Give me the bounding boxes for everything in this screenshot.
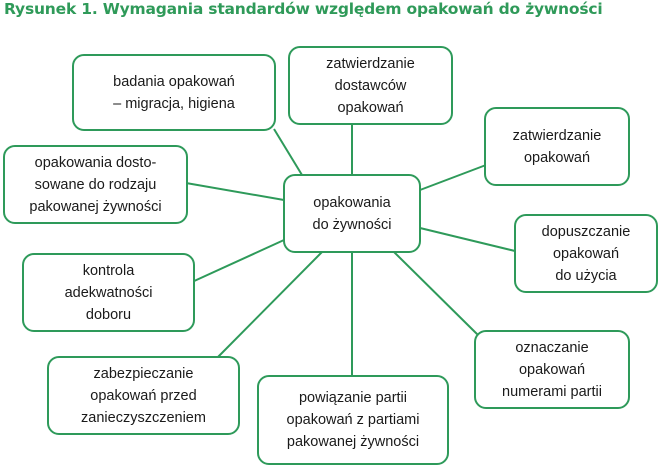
node-zatwierdzanie-opakowan (484, 107, 630, 186)
node-opakowania-dostosowane (3, 145, 188, 224)
node-label: kontrola adekwatności doboru (64, 262, 153, 323)
connector-oznaczanie (394, 252, 478, 335)
node-oznaczanie (474, 330, 630, 409)
figure-title: Rysunek 1. Wymagania standardów względem opakowań do żywności (4, 0, 603, 18)
connector-badania (274, 129, 302, 175)
node-label: zabezpieczanie opakowań przed zanieczyszczeniem (81, 365, 206, 426)
node-zatwierdzanie-dostawcow (288, 46, 453, 125)
node-label: zatwierdzanie dostawców opakowań (326, 55, 415, 116)
node-label: badania opakowań – migracja, higiena (113, 73, 235, 112)
center-node (283, 174, 421, 253)
connector-dostosowane (186, 183, 284, 200)
node-label: oznaczanie opakowań numerami partii (502, 339, 602, 400)
node-badania-opakowan (72, 54, 276, 131)
node-dopuszczanie (514, 214, 658, 293)
center-node-label: opakowania do żywności (312, 194, 392, 233)
connector-zabezpieczanie (215, 252, 322, 360)
connector-kontrola (192, 240, 284, 282)
node-kontrola (22, 253, 195, 332)
node-powiazanie-partii (257, 375, 449, 465)
node-zabezpieczanie (47, 356, 240, 435)
connector-zatwierdzanie-opakowan (420, 165, 486, 190)
connector-dopuszczanie (420, 228, 515, 251)
node-label: dopuszczanie opakowań do użycia (541, 223, 631, 284)
node-label: zatwierdzanie opakowań (512, 127, 602, 166)
node-label: opakowania dosto- sowane do rodzaju pakowanej żywności (29, 154, 162, 215)
node-label: powiązanie partii opakowań z partiami pakowanej żywności (286, 390, 420, 450)
